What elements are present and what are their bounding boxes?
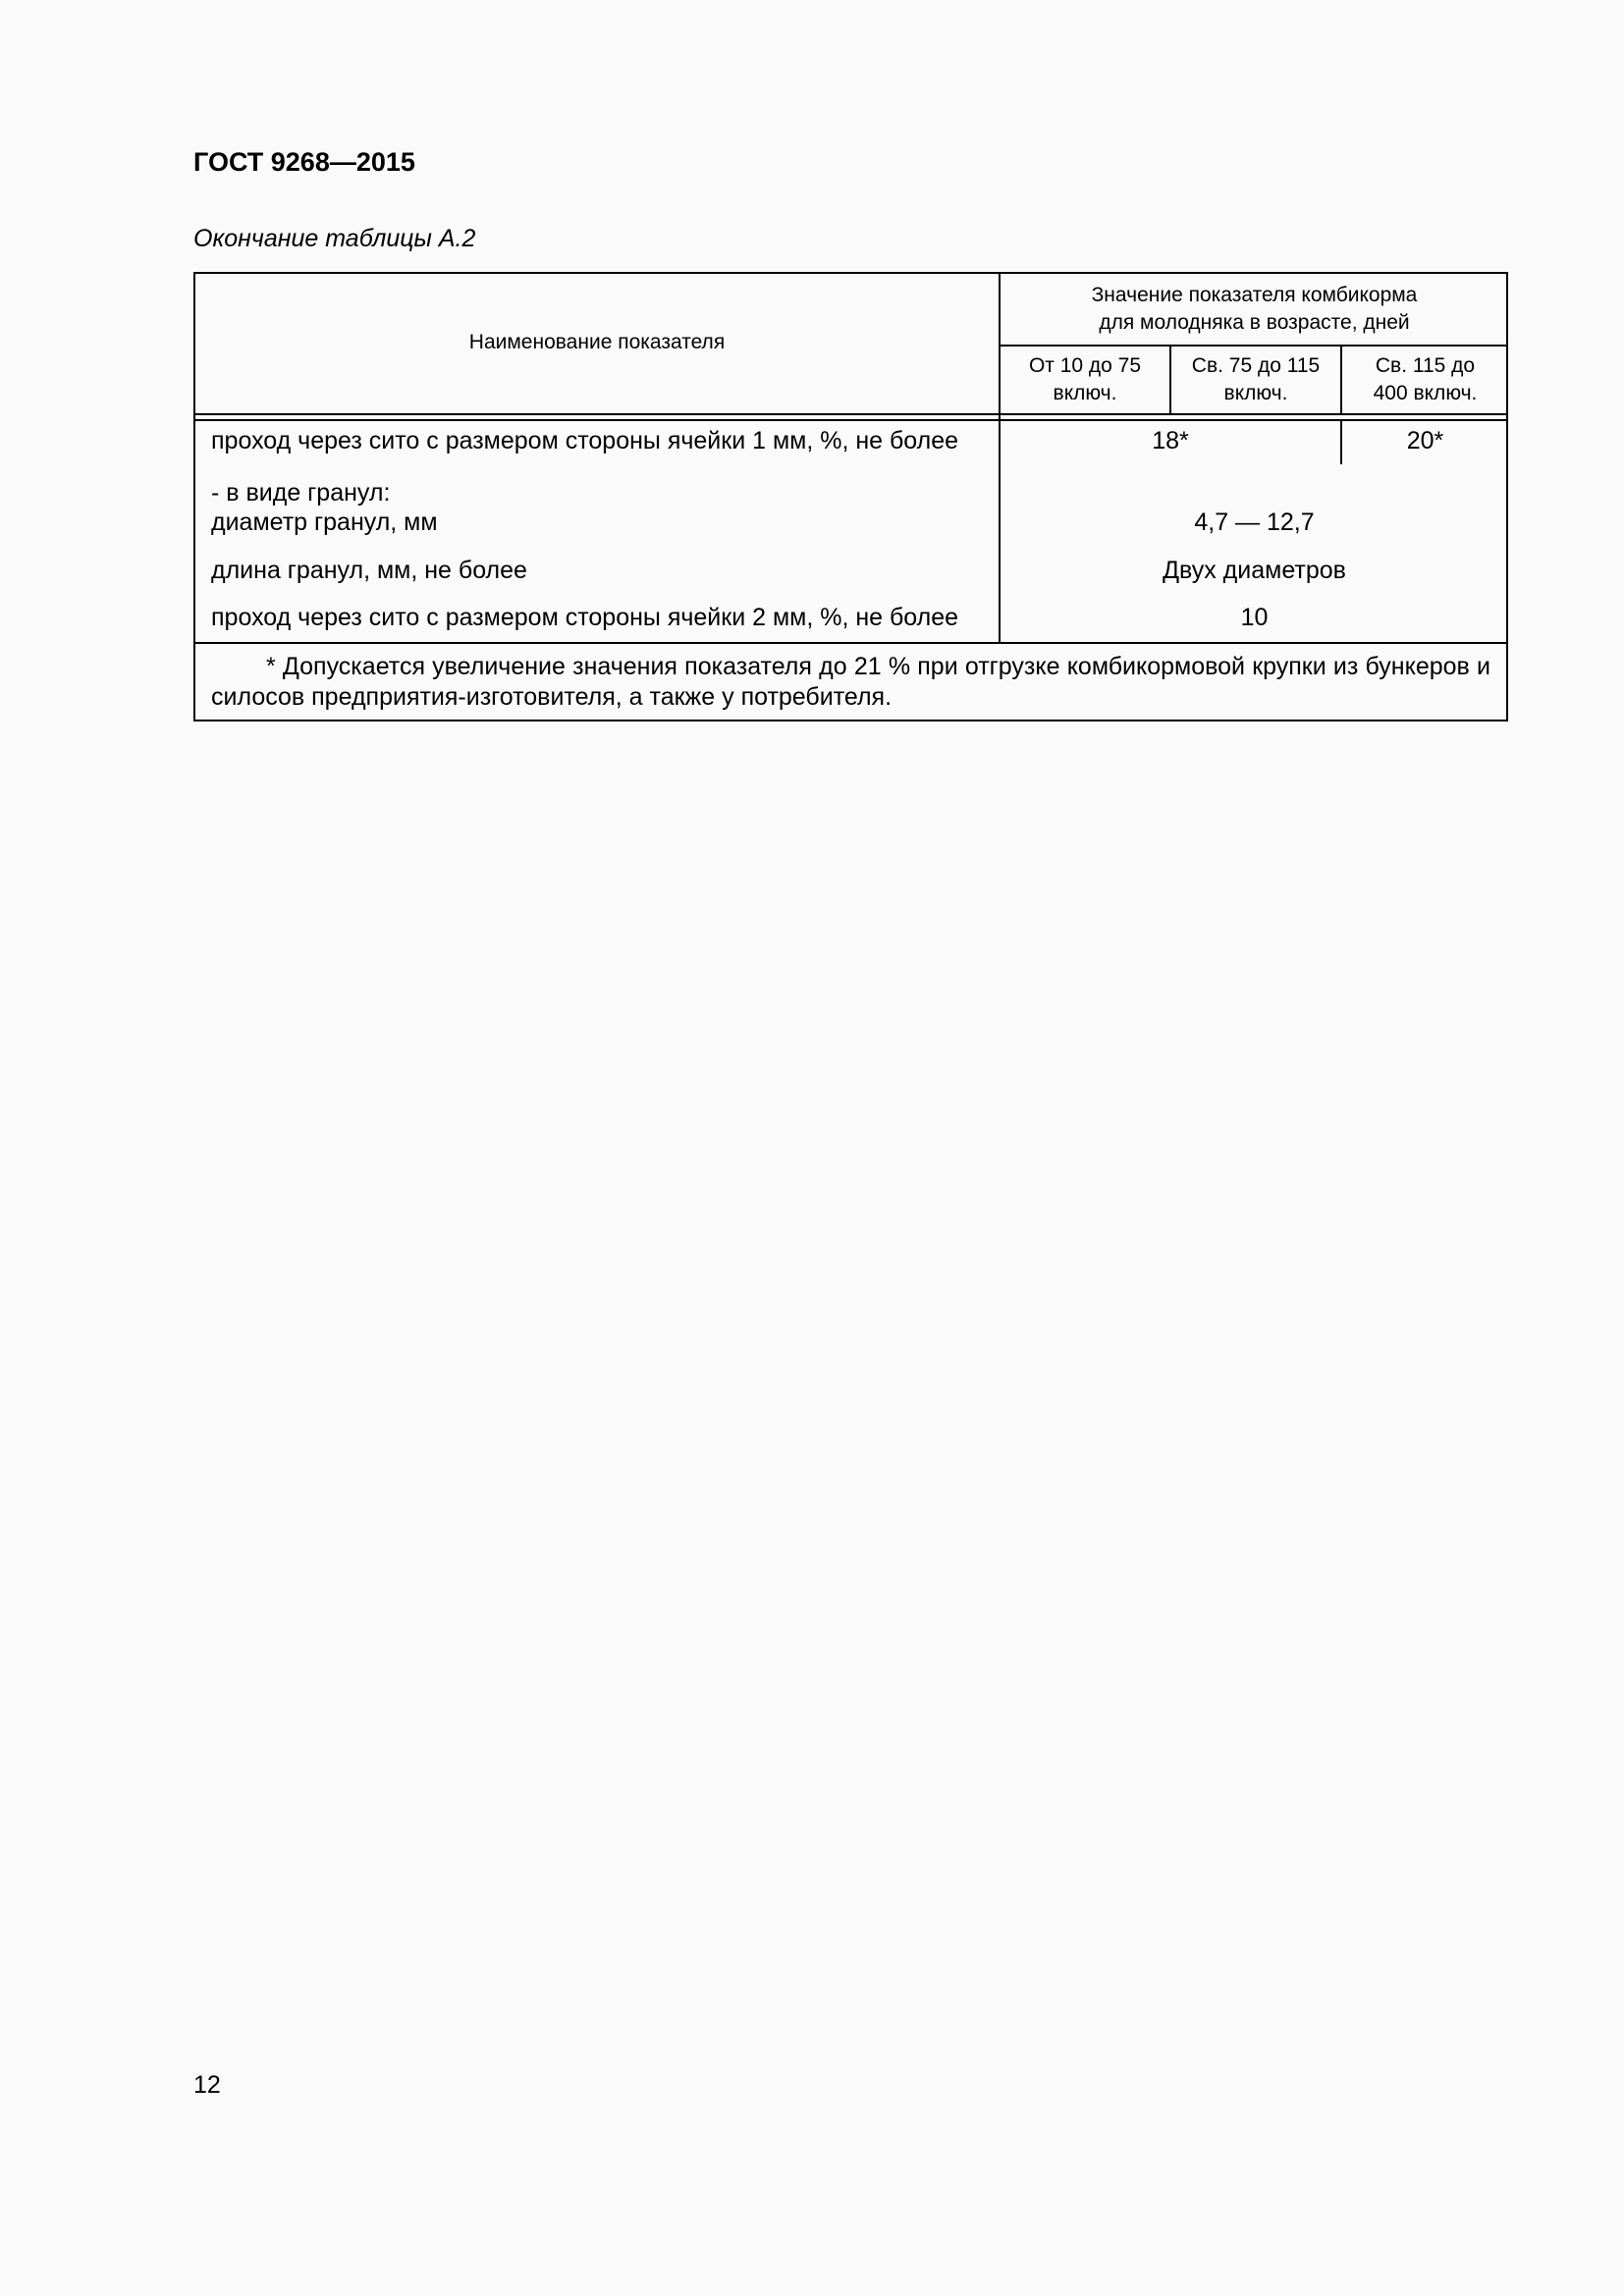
header-age-10-75 xyxy=(1001,352,1169,407)
header-age-115-400-line-1: Св. 115 до xyxy=(1375,354,1476,377)
header-double-line-bottom xyxy=(195,419,1508,421)
row-label-granule-diameter: диаметр гранул, мм xyxy=(211,508,438,536)
header-value-group-line-2: для молодняка в возрасте, дней xyxy=(1099,311,1410,334)
value-sieve-1mm-10-115: 18* xyxy=(1152,427,1189,454)
value-sieve-2mm: 10 xyxy=(1240,604,1269,631)
row-label-sieve-2mm: проход через сито с размером стороны ячейки 2 мм, %, не более xyxy=(211,604,959,631)
page-number: 12 xyxy=(193,2071,221,2099)
row-label-granule-length: длина гранул, мм, не более xyxy=(211,557,527,584)
header-double-line-top xyxy=(195,413,1508,415)
header-indicator-name: Наименование показателя xyxy=(468,331,726,353)
header-age-115-400-line-2: 400 включ. xyxy=(1373,382,1478,404)
divider-group-header xyxy=(999,345,1508,347)
value-granule-diameter: 4,7 — 12,7 xyxy=(1194,508,1315,536)
table-footnote: * Допускается увеличение значения показателя до 21 % при отгрузке комбикормовой крупки из бункеров и силосов предприятия-изготовителя, а также у потребителя. xyxy=(211,653,1490,711)
header-age-10-75-line-1: От 10 до 75 xyxy=(1028,354,1142,377)
value-granule-length: Двух диаметров xyxy=(1163,557,1346,584)
header-age-115-400 xyxy=(1342,352,1508,407)
header-age-75-115-line-2: включ. xyxy=(1223,382,1288,404)
header-value-group-line-1: Значение показателя комбикорма xyxy=(1091,284,1418,306)
row-label-sieve-1mm: проход через сито с размером стороны ячейки 1 мм, %, не более xyxy=(211,427,959,454)
header-age-75-115 xyxy=(1171,352,1340,407)
document-code: ГОСТ 9268—2015 xyxy=(193,147,415,177)
divider-footnote xyxy=(195,642,1508,644)
header-age-10-75-line-2: включ. xyxy=(1053,382,1117,404)
indicators-table xyxy=(193,272,1508,721)
header-value-group xyxy=(1001,282,1508,337)
table-caption: Окончание таблицы А.2 xyxy=(193,225,476,252)
value-sieve-1mm-115-400: 20* xyxy=(1406,427,1444,454)
header-age-75-115-line-1: Св. 75 до 115 xyxy=(1191,354,1321,377)
row-label-granules-heading: - в виде гранул: xyxy=(211,479,391,507)
